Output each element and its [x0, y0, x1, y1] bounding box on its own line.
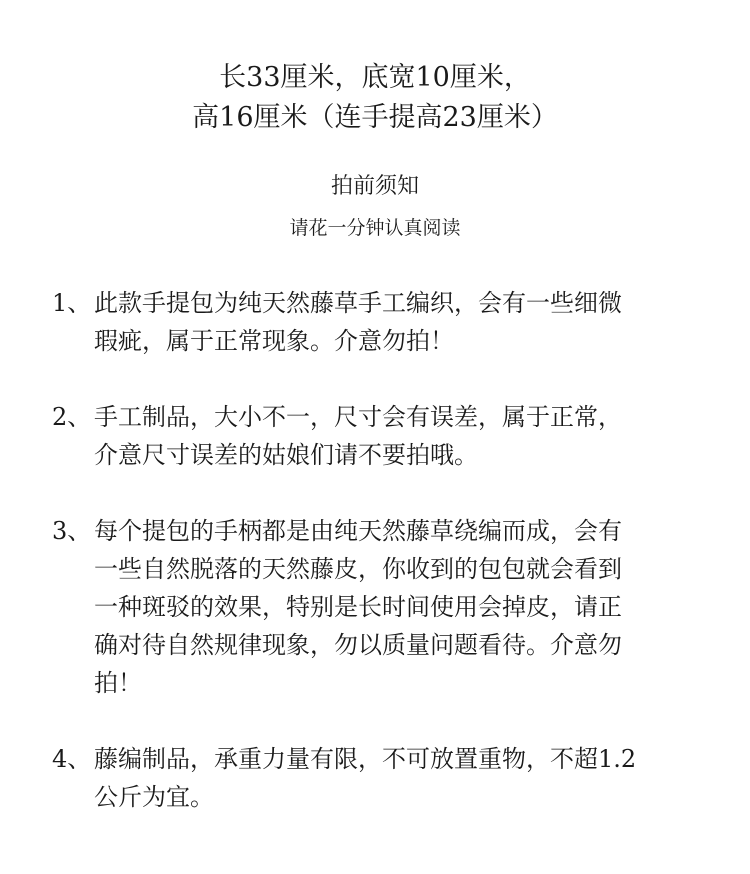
- note-1: [52, 284, 712, 360]
- note-line: 确对待自然规律现象，勿以质量问题看待。介意勿: [94, 631, 622, 659]
- dimensions-block: [0, 58, 750, 138]
- note-line: 每个提包的手柄都是由纯天然藤草绕编而成，会有: [94, 517, 622, 545]
- note-number: 3、: [52, 517, 92, 545]
- note-line: 拍！: [94, 669, 142, 697]
- note-3: [52, 512, 712, 702]
- note-line: 瑕疵，属于正常现象。介意勿拍！: [94, 327, 454, 355]
- note-line: 一种斑驳的效果，特别是长时间使用会掉皮，请正: [94, 593, 622, 621]
- dimensions-line-2: 高16厘米（连手提高23厘米）: [192, 102, 558, 133]
- note-line: 藤编制品，承重力量有限，不可放置重物，不超1.2: [94, 745, 637, 773]
- note-number: 2、: [52, 403, 92, 431]
- note-number: 1、: [52, 289, 92, 317]
- note-number: 4、: [52, 745, 92, 773]
- notes-list: [52, 284, 712, 854]
- note-2: [52, 398, 712, 474]
- note-line: 手工制品，大小不一，尺寸会有误差，属于正常，: [94, 403, 622, 431]
- note-line: 介意尺寸误差的姑娘们请不要拍哦。: [94, 441, 478, 469]
- dimensions-line-1: 长33厘米，底宽10厘米，: [219, 62, 531, 93]
- notice-heading: 拍前须知: [330, 174, 419, 199]
- note-line: 此款手提包为纯天然藤草手工编织，会有一些细微: [94, 289, 622, 317]
- note-line: 公斤为宜。: [94, 783, 214, 811]
- note-line: 一些自然脱落的天然藤皮，你收到的包包就会看到: [94, 555, 622, 583]
- note-4: [52, 740, 712, 816]
- notice-subheading: 请花一分钟认真阅读: [289, 217, 461, 239]
